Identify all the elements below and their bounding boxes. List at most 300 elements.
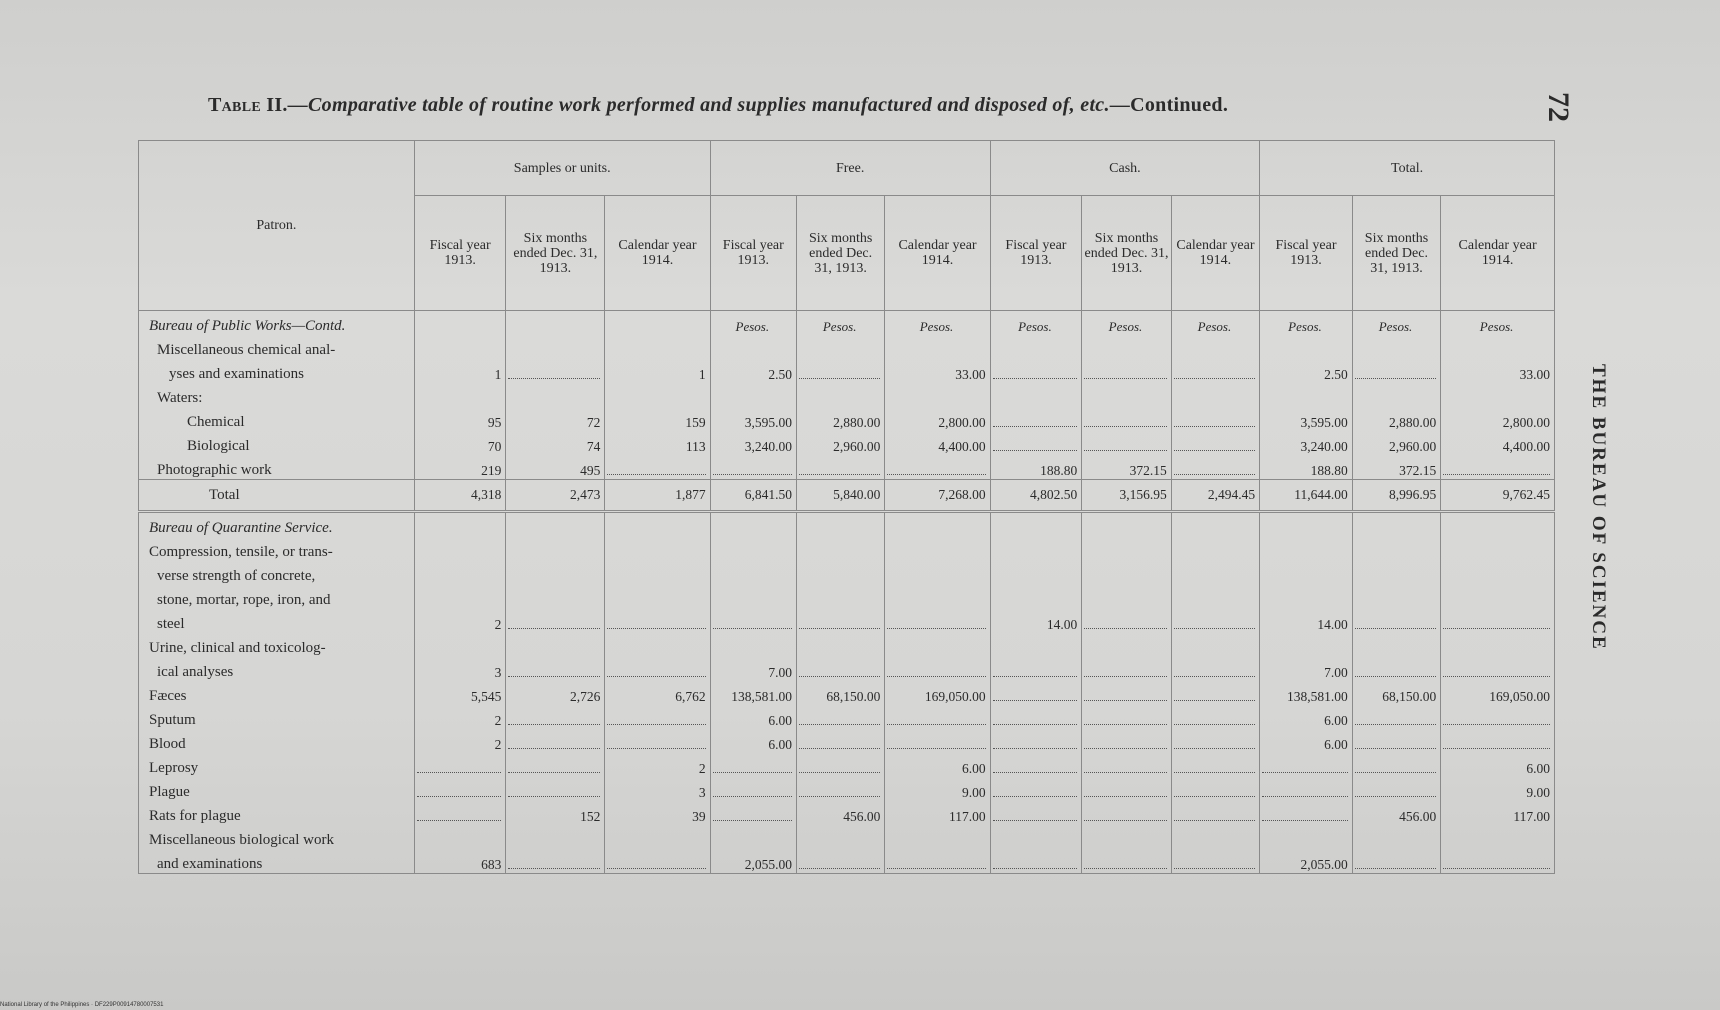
leader-dots xyxy=(607,738,705,749)
row-label: verse strength of concrete, xyxy=(139,561,415,585)
table-cell: 6,841.50 xyxy=(710,480,796,512)
leader-dots xyxy=(1174,762,1255,773)
empty-cell xyxy=(1441,705,1555,729)
sub-header: Six months ended Dec. 31, 1913. xyxy=(1082,196,1171,311)
leader-dots xyxy=(993,690,1078,701)
leader-dots xyxy=(1174,858,1255,869)
table-row xyxy=(139,657,1555,681)
table-cell: 6.00 xyxy=(710,705,796,729)
leader-dots xyxy=(508,786,600,797)
table-cell: 2,800.00 xyxy=(1441,407,1555,431)
blank-cell xyxy=(1441,561,1555,585)
row-label: Biological xyxy=(139,431,415,455)
blank-cell xyxy=(1260,633,1353,657)
empty-cell xyxy=(1171,753,1259,777)
table-cell: 8,996.95 xyxy=(1352,480,1440,512)
row-label: steel xyxy=(139,609,415,633)
empty-cell xyxy=(990,681,1082,705)
leader-dots xyxy=(799,666,880,677)
blank-cell xyxy=(1082,825,1171,849)
empty-cell xyxy=(1171,359,1259,383)
empty-cell xyxy=(796,849,884,874)
table-cell: 70 xyxy=(414,431,506,455)
blank-cell xyxy=(1260,383,1353,407)
leader-dots xyxy=(1355,738,1436,749)
table-row xyxy=(139,825,1555,849)
table-cell: 1,877 xyxy=(605,480,710,512)
empty-cell xyxy=(1171,431,1259,455)
leader-dots xyxy=(993,762,1078,773)
table-title-continued: —Continued. xyxy=(1109,94,1229,116)
empty-cell xyxy=(1171,455,1259,480)
leader-dots xyxy=(799,738,880,749)
empty-cell xyxy=(990,801,1082,825)
blank-cell xyxy=(506,383,605,407)
table-cell: 495 xyxy=(506,455,605,480)
table-cell: 456.00 xyxy=(796,801,884,825)
blank-cell xyxy=(605,825,710,849)
blank-cell xyxy=(1171,512,1259,538)
blank-cell xyxy=(605,537,710,561)
blank-cell xyxy=(1260,512,1353,538)
blank-cell xyxy=(1082,561,1171,585)
empty-cell xyxy=(1082,609,1171,633)
sub-header: Calendar year 1914. xyxy=(1171,196,1259,311)
table-cell: 1 xyxy=(414,359,506,383)
table-cell: 3,595.00 xyxy=(710,407,796,431)
blank-cell xyxy=(1260,585,1353,609)
blank-cell xyxy=(605,311,710,336)
sub-header: Six months ended Dec. 31, 1913. xyxy=(506,196,605,311)
leader-dots xyxy=(993,714,1078,725)
table-cell: 2.50 xyxy=(1260,359,1353,383)
leader-dots xyxy=(1174,810,1255,821)
unit-label: Pesos. xyxy=(990,311,1082,336)
blank-cell xyxy=(506,335,605,359)
blank-cell xyxy=(605,633,710,657)
leader-dots xyxy=(1355,762,1436,773)
unit-label: Pesos. xyxy=(1441,311,1555,336)
table-cell: 5,840.00 xyxy=(796,480,884,512)
blank-cell xyxy=(1352,561,1440,585)
blank-cell xyxy=(885,561,990,585)
leader-dots xyxy=(1355,858,1436,869)
leader-dots xyxy=(1084,666,1166,677)
empty-cell xyxy=(796,657,884,681)
blank-cell xyxy=(1352,537,1440,561)
table-row xyxy=(139,585,1555,609)
table-cell: 3,240.00 xyxy=(1260,431,1353,455)
leader-dots xyxy=(1443,464,1550,475)
blank-cell xyxy=(710,825,796,849)
blank-cell xyxy=(885,383,990,407)
running-head: THE BUREAU OF SCIENCE xyxy=(1588,364,1609,651)
table-cell: 3 xyxy=(605,777,710,801)
blank-cell xyxy=(605,335,710,359)
blank-cell xyxy=(1171,561,1259,585)
section-row xyxy=(139,512,1555,538)
blank-cell xyxy=(710,537,796,561)
table-cell: 5,545 xyxy=(414,681,506,705)
empty-cell xyxy=(885,849,990,874)
leader-dots xyxy=(508,714,600,725)
table-cell: 3,240.00 xyxy=(710,431,796,455)
empty-cell xyxy=(1171,657,1259,681)
sub-header: Six months ended Dec. 31, 1913. xyxy=(796,196,884,311)
table-title-lead: Table II. xyxy=(208,94,288,116)
blank-cell xyxy=(1352,585,1440,609)
leader-dots xyxy=(1174,440,1255,451)
blank-cell xyxy=(1260,825,1353,849)
row-label: Photographic work xyxy=(139,455,415,480)
empty-cell xyxy=(1352,657,1440,681)
table-cell: 169,050.00 xyxy=(885,681,990,705)
blank-cell xyxy=(1441,633,1555,657)
empty-cell xyxy=(796,729,884,753)
empty-cell xyxy=(1082,753,1171,777)
table-row xyxy=(139,407,1555,431)
row-label: Chemical xyxy=(139,407,415,431)
leader-dots xyxy=(1084,714,1166,725)
empty-cell xyxy=(1441,729,1555,753)
row-label: stone, mortar, rope, iron, and xyxy=(139,585,415,609)
row-label: Leprosy xyxy=(139,753,415,777)
unit-label: Pesos. xyxy=(1171,311,1259,336)
empty-cell xyxy=(1082,729,1171,753)
table-cell: 6,762 xyxy=(605,681,710,705)
blank-cell xyxy=(1171,825,1259,849)
leader-dots xyxy=(508,368,600,379)
empty-cell xyxy=(506,359,605,383)
table-cell: 2,800.00 xyxy=(885,407,990,431)
table-cell: 3,156.95 xyxy=(1082,480,1171,512)
leader-dots xyxy=(508,666,600,677)
blank-cell xyxy=(1082,633,1171,657)
leader-dots xyxy=(508,858,600,869)
row-label: Sputum xyxy=(139,705,415,729)
leader-dots xyxy=(1084,738,1166,749)
leader-dots xyxy=(417,810,502,821)
table-cell: 4,318 xyxy=(414,480,506,512)
sub-header: Fiscal year 1913. xyxy=(990,196,1082,311)
empty-cell xyxy=(1352,777,1440,801)
table-header xyxy=(139,141,1555,311)
empty-cell xyxy=(1171,729,1259,753)
empty-cell xyxy=(710,455,796,480)
empty-cell xyxy=(605,705,710,729)
blank-cell xyxy=(414,537,506,561)
table-cell: 188.80 xyxy=(990,455,1082,480)
leader-dots xyxy=(887,464,985,475)
blank-cell xyxy=(506,311,605,336)
empty-cell xyxy=(990,657,1082,681)
empty-cell xyxy=(990,359,1082,383)
table-cell: 188.80 xyxy=(1260,455,1353,480)
empty-cell xyxy=(1082,777,1171,801)
empty-cell xyxy=(1352,753,1440,777)
leader-dots xyxy=(799,786,880,797)
table-cell: 2 xyxy=(414,609,506,633)
table-cell: 6.00 xyxy=(1441,753,1555,777)
blank-cell xyxy=(796,825,884,849)
group-header-samples: Samples or units. xyxy=(414,141,710,196)
blank-cell xyxy=(1082,383,1171,407)
blank-cell xyxy=(506,825,605,849)
leader-dots xyxy=(1084,690,1166,701)
table-cell: 138,581.00 xyxy=(710,681,796,705)
table-cell: 113 xyxy=(605,431,710,455)
table-row xyxy=(139,359,1555,383)
data-table xyxy=(138,140,1555,874)
table-title-caption: —Comparative table of routine work performed and supplies manufactured and disposed of, etc. xyxy=(287,94,1110,116)
blank-cell xyxy=(605,585,710,609)
blank-cell xyxy=(1352,383,1440,407)
empty-cell xyxy=(1352,729,1440,753)
row-label: yses and examinations xyxy=(139,359,415,383)
blank-cell xyxy=(414,311,506,336)
table-cell: 683 xyxy=(414,849,506,874)
empty-cell xyxy=(990,705,1082,729)
blank-cell xyxy=(1171,383,1259,407)
blank-cell xyxy=(885,335,990,359)
blank-cell xyxy=(414,561,506,585)
blank-cell xyxy=(506,512,605,538)
empty-cell xyxy=(710,753,796,777)
table-cell: 117.00 xyxy=(885,801,990,825)
table-row xyxy=(139,335,1555,359)
leader-dots xyxy=(1174,368,1255,379)
blank-cell xyxy=(710,512,796,538)
table-cell: 33.00 xyxy=(1441,359,1555,383)
empty-cell xyxy=(990,431,1082,455)
row-label: Rats for plague xyxy=(139,801,415,825)
blank-cell xyxy=(796,633,884,657)
blank-cell xyxy=(710,633,796,657)
leader-dots xyxy=(1174,618,1255,629)
blank-cell xyxy=(990,335,1082,359)
blank-cell xyxy=(506,585,605,609)
blank-cell xyxy=(990,633,1082,657)
blank-cell xyxy=(1441,825,1555,849)
blank-cell xyxy=(1352,825,1440,849)
empty-cell xyxy=(1171,681,1259,705)
leader-dots xyxy=(713,786,792,797)
table-cell: 14.00 xyxy=(990,609,1082,633)
empty-cell xyxy=(990,777,1082,801)
group-header-total: Total. xyxy=(1260,141,1555,196)
leader-dots xyxy=(1355,666,1436,677)
table-cell: 14.00 xyxy=(1260,609,1353,633)
table-cell: 372.15 xyxy=(1082,455,1171,480)
leader-dots xyxy=(1174,464,1255,475)
leader-dots xyxy=(607,858,705,869)
table-cell: 2,960.00 xyxy=(1352,431,1440,455)
unit-label: Pesos. xyxy=(1352,311,1440,336)
empty-cell xyxy=(1082,359,1171,383)
leader-dots xyxy=(887,858,985,869)
table-row xyxy=(139,777,1555,801)
empty-cell xyxy=(1441,657,1555,681)
blank-cell xyxy=(1171,633,1259,657)
table-cell: 372.15 xyxy=(1352,455,1440,480)
table-cell: 456.00 xyxy=(1352,801,1440,825)
table-cell: 68,150.00 xyxy=(796,681,884,705)
row-label: Urine, clinical and toxicolog- xyxy=(139,633,415,657)
empty-cell xyxy=(1171,801,1259,825)
empty-cell xyxy=(605,609,710,633)
table-cell: 6.00 xyxy=(885,753,990,777)
blank-cell xyxy=(885,585,990,609)
leader-dots xyxy=(607,666,705,677)
blank-cell xyxy=(1441,512,1555,538)
table-cell: 11,644.00 xyxy=(1260,480,1353,512)
empty-cell xyxy=(885,657,990,681)
leader-dots xyxy=(1443,714,1550,725)
blank-cell xyxy=(796,335,884,359)
table-row xyxy=(139,633,1555,657)
table-cell: 138,581.00 xyxy=(1260,681,1353,705)
table-cell: 72 xyxy=(506,407,605,431)
empty-cell xyxy=(1260,753,1353,777)
leader-dots xyxy=(799,618,880,629)
table-cell: 2,473 xyxy=(506,480,605,512)
leader-dots xyxy=(607,464,705,475)
leader-dots xyxy=(1084,858,1166,869)
empty-cell xyxy=(1441,609,1555,633)
blank-cell xyxy=(885,825,990,849)
blank-cell xyxy=(1352,633,1440,657)
blank-cell xyxy=(710,335,796,359)
empty-cell xyxy=(990,729,1082,753)
empty-cell xyxy=(1441,849,1555,874)
empty-cell xyxy=(796,455,884,480)
empty-cell xyxy=(1082,431,1171,455)
leader-dots xyxy=(1084,762,1166,773)
unit-label: Pesos. xyxy=(796,311,884,336)
leader-dots xyxy=(1355,714,1436,725)
unit-label: Pesos. xyxy=(885,311,990,336)
leader-dots xyxy=(1443,738,1550,749)
table-cell: 2 xyxy=(605,753,710,777)
patron-header: Patron. xyxy=(139,141,415,311)
table-cell: 7.00 xyxy=(1260,657,1353,681)
leader-dots xyxy=(1174,416,1255,427)
table-cell: 219 xyxy=(414,455,506,480)
blank-cell xyxy=(1260,335,1353,359)
empty-cell xyxy=(1260,801,1353,825)
leader-dots xyxy=(1262,762,1348,773)
empty-cell xyxy=(605,455,710,480)
table-cell: 74 xyxy=(506,431,605,455)
blank-cell xyxy=(414,335,506,359)
leader-dots xyxy=(508,738,600,749)
group-header-free: Free. xyxy=(710,141,990,196)
blank-cell xyxy=(796,383,884,407)
table-body xyxy=(139,311,1555,874)
empty-cell xyxy=(1171,609,1259,633)
page-number: 72 xyxy=(1542,92,1575,122)
empty-cell xyxy=(506,753,605,777)
leader-dots xyxy=(1174,690,1255,701)
table-row xyxy=(139,849,1555,874)
table-cell: 2,055.00 xyxy=(1260,849,1353,874)
leader-dots xyxy=(1174,786,1255,797)
scan-footer: National Library of the Philippines · DF229P00914780007531 xyxy=(0,1002,164,1008)
table-cell: 2 xyxy=(414,729,506,753)
empty-cell xyxy=(885,609,990,633)
empty-cell xyxy=(1082,705,1171,729)
table-cell: 3,595.00 xyxy=(1260,407,1353,431)
table-cell: 33.00 xyxy=(885,359,990,383)
row-label: Fæces xyxy=(139,681,415,705)
table-cell: 152 xyxy=(506,801,605,825)
leader-dots xyxy=(993,786,1078,797)
table-cell: 1 xyxy=(605,359,710,383)
empty-cell xyxy=(1352,705,1440,729)
section-label: Bureau of Public Works—Contd. xyxy=(139,311,415,336)
blank-cell xyxy=(605,561,710,585)
blank-cell xyxy=(990,561,1082,585)
blank-cell xyxy=(1171,537,1259,561)
blank-cell xyxy=(1352,335,1440,359)
leader-dots xyxy=(1084,416,1166,427)
table-row xyxy=(139,561,1555,585)
blank-cell xyxy=(1260,537,1353,561)
row-label: Miscellaneous chemical anal- xyxy=(139,335,415,359)
blank-cell xyxy=(1082,537,1171,561)
leader-dots xyxy=(417,786,502,797)
blank-cell xyxy=(990,383,1082,407)
leader-dots xyxy=(887,666,985,677)
blank-cell xyxy=(1441,383,1555,407)
table-cell: 68,150.00 xyxy=(1352,681,1440,705)
table-cell: 95 xyxy=(414,407,506,431)
empty-cell xyxy=(1171,407,1259,431)
table-cell: 2,726 xyxy=(506,681,605,705)
blank-cell xyxy=(710,383,796,407)
leader-dots xyxy=(993,368,1078,379)
empty-cell xyxy=(1082,657,1171,681)
empty-cell xyxy=(1171,849,1259,874)
empty-cell xyxy=(1352,849,1440,874)
empty-cell xyxy=(506,705,605,729)
blank-cell xyxy=(506,561,605,585)
empty-cell xyxy=(796,609,884,633)
row-label: and examinations xyxy=(139,849,415,874)
empty-cell xyxy=(710,609,796,633)
leader-dots xyxy=(1174,738,1255,749)
unit-label: Pesos. xyxy=(710,311,796,336)
leader-dots xyxy=(799,858,880,869)
blank-cell xyxy=(1441,537,1555,561)
empty-cell xyxy=(605,657,710,681)
leader-dots xyxy=(417,762,502,773)
leader-dots xyxy=(713,810,792,821)
blank-cell xyxy=(885,537,990,561)
empty-cell xyxy=(1082,849,1171,874)
empty-cell xyxy=(1352,609,1440,633)
row-label: Waters: xyxy=(139,383,415,407)
blank-cell xyxy=(990,512,1082,538)
empty-cell xyxy=(796,359,884,383)
leader-dots xyxy=(799,762,880,773)
table-row xyxy=(139,383,1555,407)
table-cell: 6.00 xyxy=(1260,729,1353,753)
table-cell: 2 xyxy=(414,705,506,729)
leader-dots xyxy=(607,714,705,725)
blank-cell xyxy=(796,512,884,538)
sub-header: Calendar year 1914. xyxy=(1441,196,1555,311)
